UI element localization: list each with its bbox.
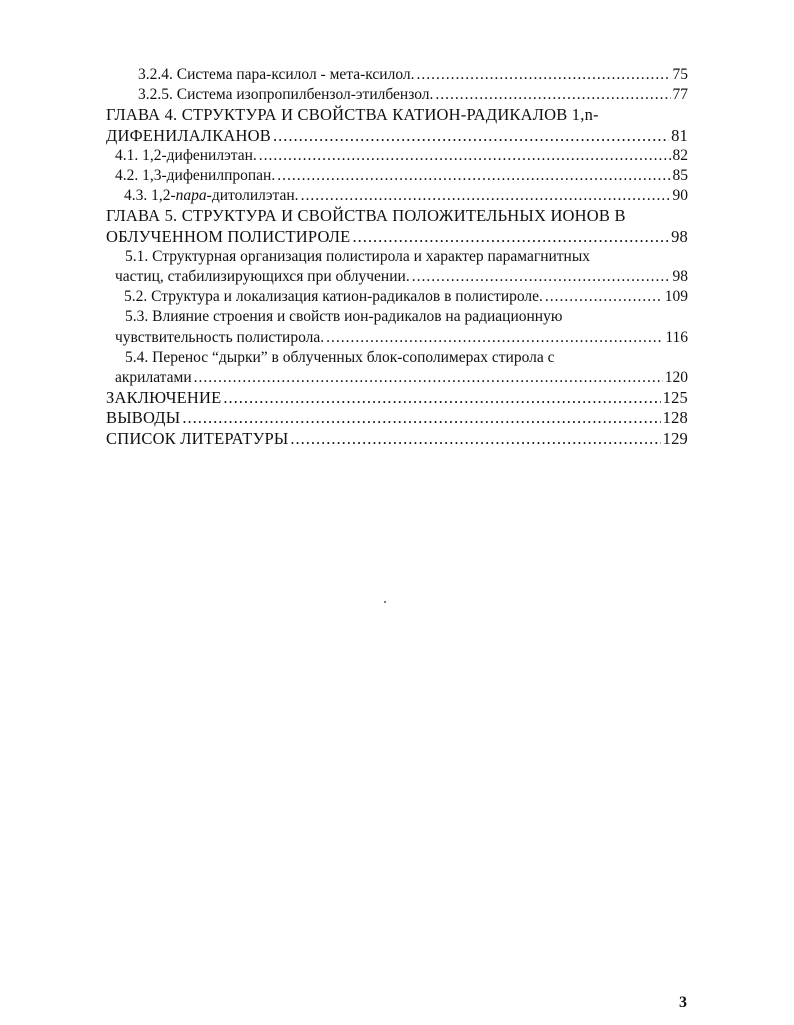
toc-page-number: 81: [671, 125, 688, 145]
toc-entry-title-line2: чувствительность полистирола.: [115, 328, 325, 346]
toc-entry-title: 3.2.5. Система изопропилбензол-этилбензол.: [138, 86, 434, 104]
toc-page-number: 98: [671, 226, 688, 246]
dot-leader: [301, 186, 671, 206]
dot-leader: [352, 227, 669, 247]
toc-entry-title: 5.2. Структура и локализация катион-радикалов в полистироле.: [124, 288, 543, 306]
toc-entry-5-4: [106, 348, 688, 388]
toc-entry-title: 4.1. 1,2-дифенилэтан.: [115, 146, 257, 164]
dot-leader: [545, 287, 663, 307]
toc-entry-title-line1: ГЛАВА 5. СТРУКТУРА И СВОЙСТВА ПОЛОЖИТЕЛЬНЫХ ИОНОВ В: [106, 206, 626, 226]
title-italic: пара: [175, 187, 207, 205]
dot-leader: [435, 85, 670, 105]
toc-page-number: 109: [664, 288, 688, 306]
toc-page-number: 116: [665, 328, 688, 346]
page-number: 3: [679, 994, 687, 1011]
toc-entry-3-2-4: [106, 65, 688, 85]
toc-references: [106, 429, 688, 449]
dot-leader: [194, 368, 663, 388]
toc-entry-5-3: [106, 307, 688, 347]
dot-leader: [273, 126, 669, 146]
toc-entry-title: СПИСОК ЛИТЕРАТУРЫ: [106, 428, 289, 448]
toc-page-number: 120: [664, 369, 688, 387]
toc-entry-title-line2: частиц, стабилизирующихся при облучении.: [115, 268, 410, 286]
dot-leader: [259, 146, 671, 166]
toc-page-number: 129: [662, 428, 688, 448]
toc-conclusion: [106, 388, 688, 408]
title-suffix: -дитолилэтан.: [206, 187, 299, 205]
toc-entry-title: ЗАКЛЮЧЕНИЕ: [106, 388, 222, 408]
toc-page-number: 77: [672, 86, 688, 104]
dot-leader: [326, 328, 663, 348]
toc-findings: [106, 408, 688, 428]
toc-chapter-4: [106, 105, 688, 145]
toc-entry-title: ВЫВОДЫ: [106, 408, 181, 428]
toc-page-number: 98: [672, 268, 688, 286]
dot-leader: [277, 166, 670, 186]
table-of-contents: [106, 65, 688, 449]
toc-entry-4-1: [106, 146, 688, 166]
toc-entry-title-line2: ДИФЕНИЛАЛКАНОВ: [106, 125, 271, 145]
toc-entry-title-line2: акрилатами: [115, 369, 192, 387]
toc-page-number: 82: [672, 146, 688, 164]
toc-entry-title: 3.2.4. Система пара-ксилол - мета-ксилол.: [138, 66, 415, 83]
toc-entry-3-2-5: [106, 85, 688, 105]
dot-leader: [417, 65, 671, 85]
toc-entry-4-3: [106, 186, 688, 206]
toc-page-number: 90: [672, 187, 688, 205]
toc-entry-title: [124, 186, 299, 206]
toc-page-number: 128: [662, 408, 688, 428]
toc-entry-title-line1: 5.1. Структурная организация полистирола и характер парамагнитных: [125, 247, 591, 265]
toc-entry-title-line1: 5.4. Перенос “дырки” в облученных блок-сополимерах стирола с: [125, 348, 555, 366]
toc-entry-5-1: [106, 247, 688, 287]
toc-entry-title: 4.2. 1,3-дифенилпропан.: [115, 167, 276, 185]
title-prefix: 4.3. 1,2-: [124, 187, 176, 205]
toc-entry-title-line2: ОБЛУЧЕННОМ ПОЛИСТИРОЛЕ: [106, 226, 351, 246]
toc-entry-4-2: [106, 166, 688, 186]
toc-entry-5-2: [106, 287, 688, 307]
dot-leader: [290, 429, 660, 449]
toc-chapter-5: [106, 206, 688, 246]
dot-leader: [182, 408, 660, 428]
toc-page-number: 125: [662, 388, 688, 408]
toc-entry-title-line1: ГЛАВА 4. СТРУКТУРА И СВОЙСТВА КАТИОН-РАДИКАЛОВ 1,n-: [106, 105, 599, 125]
toc-entry-title-line1: 5.3. Влияние строения и свойств ион-радикалов на радиационную: [125, 308, 563, 326]
dot-leader: [412, 267, 671, 287]
toc-page-number: 75: [672, 66, 688, 83]
dot-leader: [223, 388, 660, 408]
scan-speck: [384, 601, 386, 603]
toc-page-number: 85: [672, 167, 688, 185]
